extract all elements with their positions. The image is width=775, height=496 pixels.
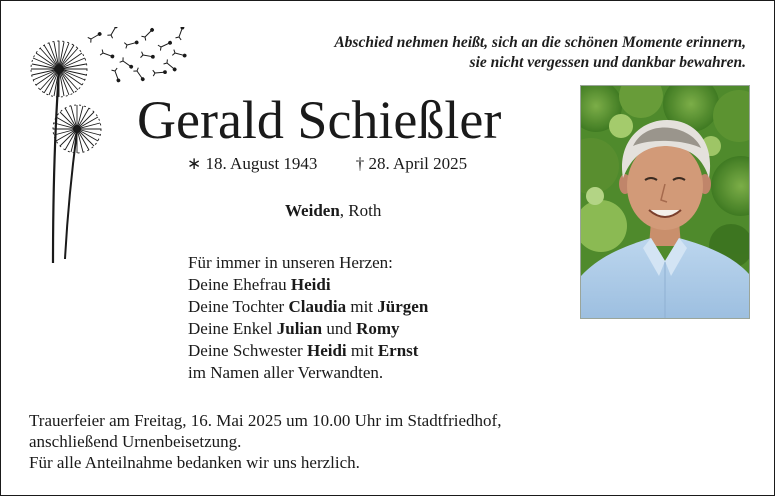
family-closing: im Namen aller Verwandten. <box>188 363 384 382</box>
wife-name: Heidi <box>290 275 331 294</box>
family-wife <box>188 274 428 296</box>
life-dates <box>187 153 467 175</box>
sister-name: Heidi <box>306 341 347 360</box>
wife-prefix: Deine Ehefrau <box>188 275 291 294</box>
sister-joiner: mit <box>346 341 378 360</box>
family-intro: Für immer in unseren Herzen: <box>188 253 393 272</box>
sister-partner: Ernst <box>377 341 419 360</box>
portrait-illustration <box>581 86 749 318</box>
daughter-name: Claudia <box>288 297 347 316</box>
death-symbol: † <box>355 154 365 173</box>
quote-line-2: sie nicht vergessen und dankbar bewahren. <box>469 54 746 71</box>
funeral-line-2: anschließend Urnenbeisetzung. <box>29 432 242 451</box>
funeral-info <box>29 410 501 473</box>
quote-line-1: Abschied nehmen heißt, sich an die schönen Momente erinnern, <box>334 34 746 51</box>
grandchildren-joiner: und <box>322 319 357 338</box>
place-primary: Weiden <box>285 201 340 220</box>
death-date: 28. April 2025 <box>368 154 468 173</box>
sister-prefix: Deine Schwester <box>188 341 307 360</box>
family-sister <box>188 340 428 362</box>
daughter-prefix: Deine Tochter <box>188 297 289 316</box>
daughter-joiner: mit <box>346 297 378 316</box>
funeral-line-1: Trauerfeier am Freitag, 16. Mai 2025 um 10.00 Uhr im Stadtfriedhof, <box>29 411 502 430</box>
place-secondary: , Roth <box>339 201 382 220</box>
grandchildren-prefix: Deine Enkel <box>188 319 277 338</box>
place <box>285 200 381 222</box>
grandchild-2: Romy <box>356 319 400 338</box>
funeral-line-3: Für alle Anteilnahme bedanken wir uns herzlich. <box>29 453 360 472</box>
quote <box>334 33 746 73</box>
family-daughter <box>188 296 428 318</box>
birth-symbol: ∗ <box>187 154 202 173</box>
birth-date: 18. August 1943 <box>205 154 318 173</box>
daughter-partner: Jürgen <box>377 297 429 316</box>
portrait-photo <box>580 85 750 319</box>
deceased-name: Gerald Schießler <box>137 90 502 150</box>
grandchild-1: Julian <box>276 319 323 338</box>
family-list <box>188 252 428 384</box>
family-grandchildren <box>188 318 428 340</box>
